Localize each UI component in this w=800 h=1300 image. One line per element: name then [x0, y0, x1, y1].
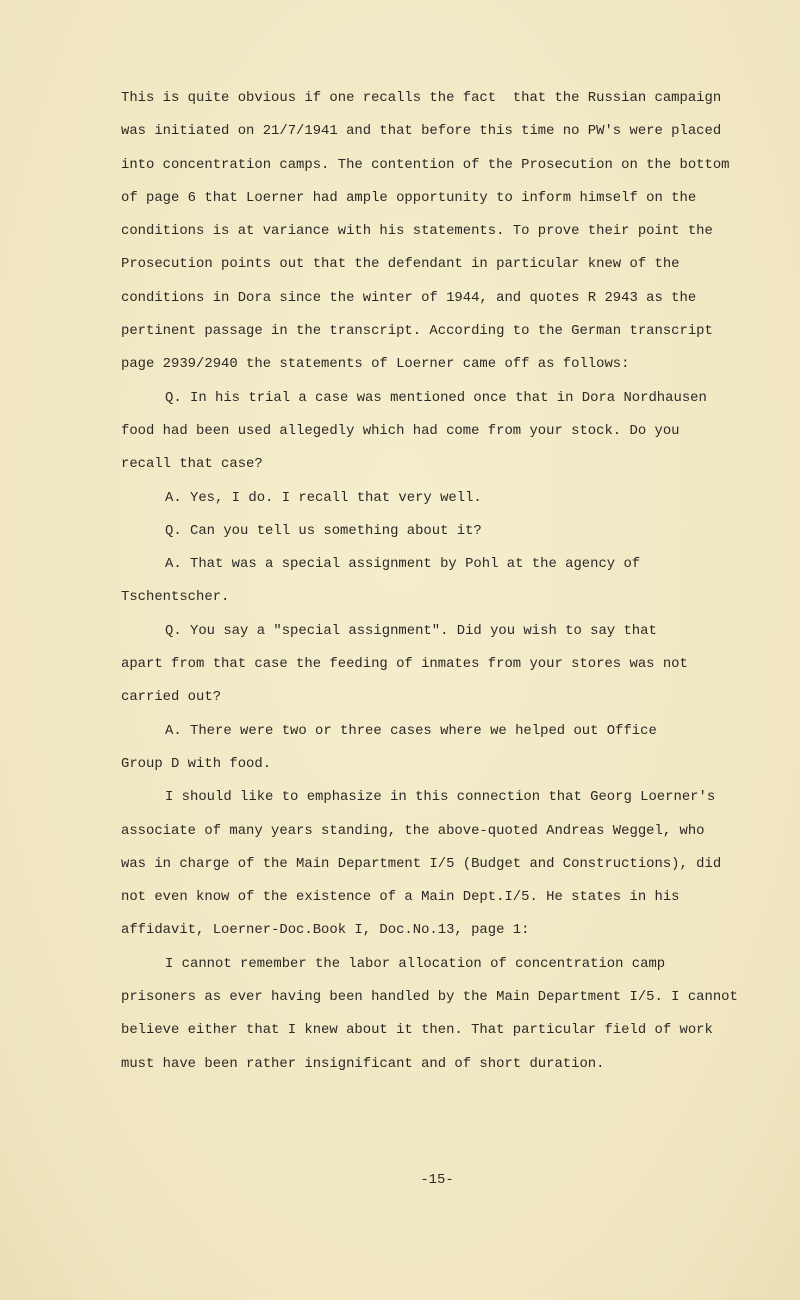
- text-line: affidavit, Loerner-Doc.Book I, Doc.No.13, page 1:: [121, 922, 530, 939]
- text-line: A. Yes, I do. I recall that very well.: [165, 489, 482, 506]
- text-line: Q. In his trial a case was mentioned once that in Dora Nordhausen: [165, 389, 707, 406]
- text-line: pertinent passage in the transcript. According to the German transcript: [121, 323, 713, 340]
- text-line: into concentration camps. The contention of the Prosecution on the bottom: [121, 156, 730, 173]
- text-line: was in charge of the Main Department I/5 (Budget and Constructions), did: [121, 855, 722, 872]
- text-line: associate of many years standing, the above-quoted Andreas Weggel, who: [121, 822, 705, 839]
- text-line: carried out?: [121, 689, 222, 706]
- body-text: [121, 82, 781, 1081]
- text-line: Tschentscher.: [121, 589, 230, 606]
- text-line: Prosecution points out that the defendant in particular knew of the: [121, 256, 680, 273]
- text-line: of page 6 that Loerner had ample opportunity to inform himself on the: [121, 189, 697, 206]
- text-line: I cannot remember the labor allocation of concentration camp: [165, 955, 666, 972]
- text-line: conditions in Dora since the winter of 1944, and quotes R 2943 as the: [121, 289, 697, 306]
- text-line: A. That was a special assignment by Pohl at the agency of: [165, 556, 641, 573]
- text-line: prisoners as ever having been handled by the Main Department I/5. I cannot: [121, 989, 738, 1006]
- text-line: believe either that I knew about it then. That particular field of work: [121, 1022, 713, 1039]
- text-line: A. There were two or three cases where we helped out Office: [165, 722, 657, 739]
- text-line: Q. You say a "special assignment". Did you wish to say that: [165, 622, 657, 639]
- page-number: -15-: [420, 1172, 454, 1188]
- text-line: Q. Can you tell us something about it?: [165, 522, 482, 539]
- text-line: recall that case?: [121, 456, 263, 473]
- text-line: This is quite obvious if one recalls the fact that the Russian campaign: [121, 90, 722, 106]
- text-line: I should like to emphasize in this connection that Georg Loerner's: [165, 789, 716, 806]
- text-line: conditions is at variance with his statements. To prove their point the: [121, 223, 713, 240]
- text-line: food had been used allegedly which had come from your stock. Do you: [121, 422, 680, 439]
- text-line: was initiated on 21/7/1941 and that before this time no PW's were placed: [121, 123, 722, 140]
- text-line: page 2939/2940 the statements of Loerner came off as follows:: [121, 356, 630, 373]
- text-line: apart from that case the feeding of inmates from your stores was not: [121, 656, 688, 673]
- text-line: Group D with food.: [121, 755, 272, 772]
- text-line: must have been rather insignificant and of short duration.: [121, 1055, 605, 1072]
- text-line: not even know of the existence of a Main Dept.I/5. He states in his: [121, 889, 680, 906]
